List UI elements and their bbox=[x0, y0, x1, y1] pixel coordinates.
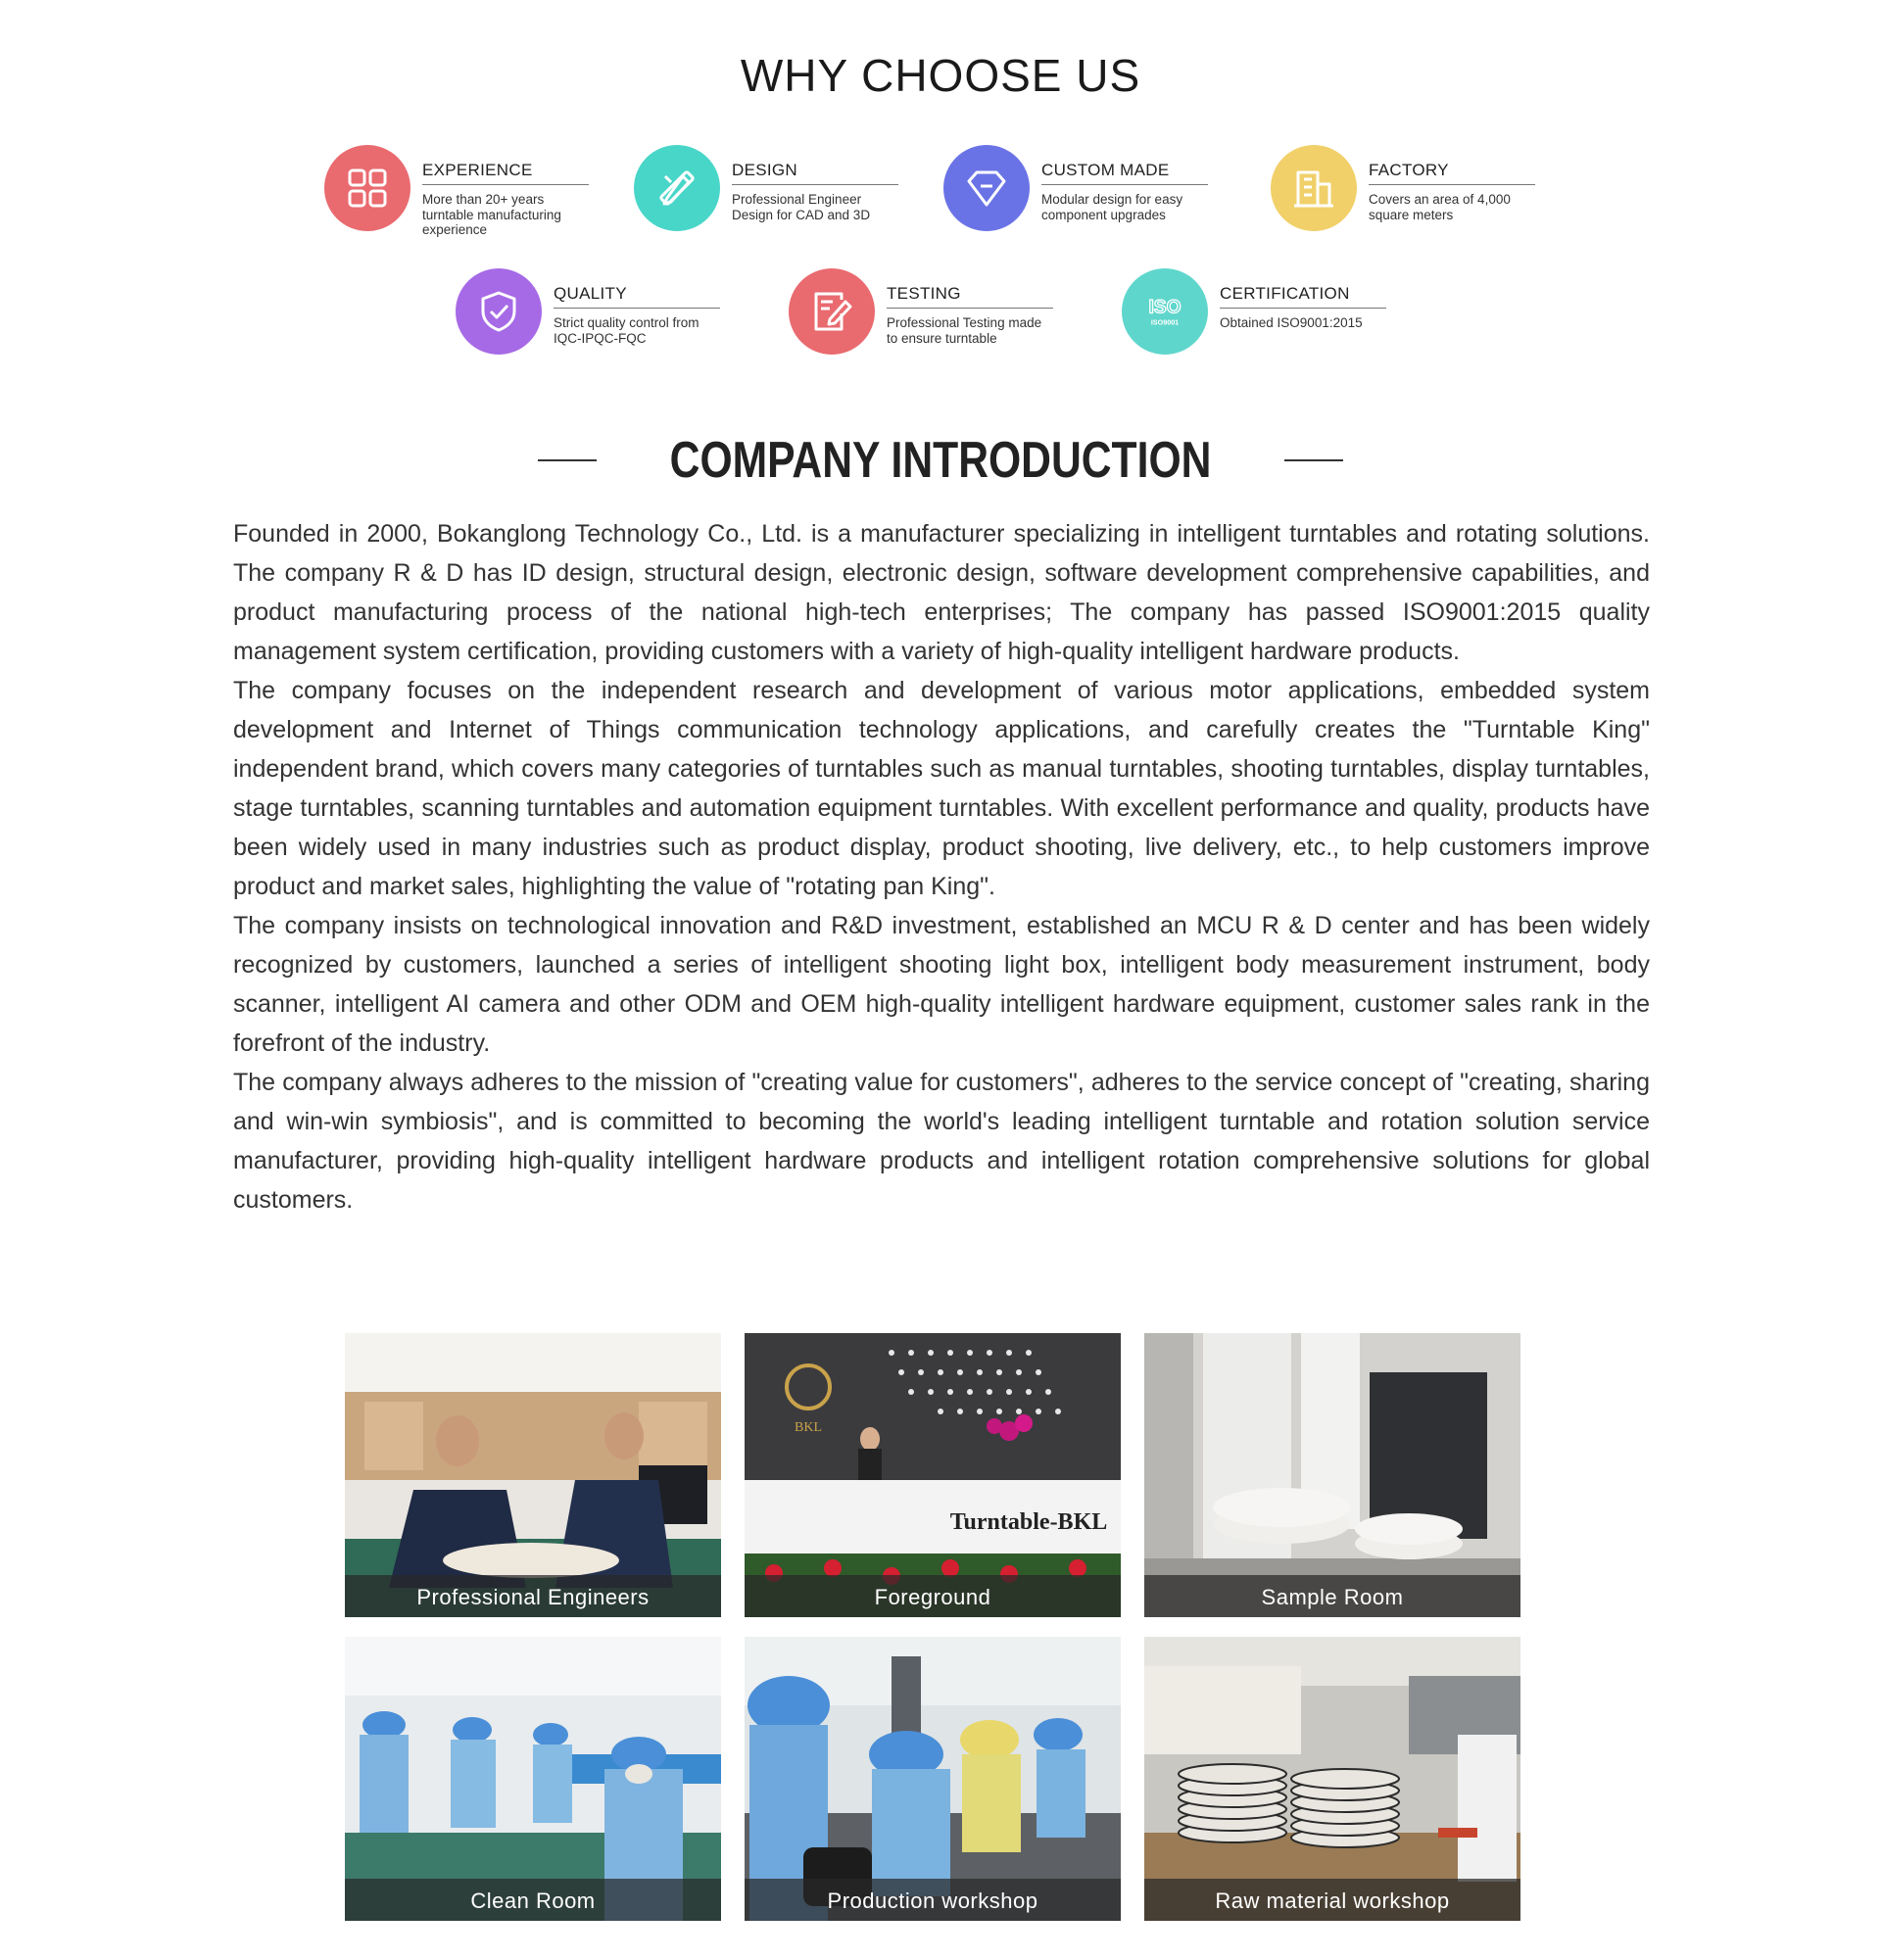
iso-badge-icon bbox=[1122, 268, 1208, 355]
feature-title: DESIGN bbox=[732, 161, 898, 185]
photo-foreground bbox=[745, 1333, 1121, 1617]
photo-clean-room bbox=[345, 1637, 721, 1921]
feature-certification bbox=[1122, 268, 1406, 355]
feature-desc: Obtained ISO9001:2015 bbox=[1220, 315, 1363, 330]
photo-raw-material-workshop bbox=[1144, 1637, 1520, 1921]
photo-caption: Raw material workshop bbox=[1144, 1879, 1520, 1921]
company-introduction-title: COMPANY INTRODUCTION bbox=[669, 432, 1212, 489]
why-choose-us-title: WHY CHOOSE US bbox=[740, 50, 1141, 101]
shield-check-icon bbox=[456, 268, 542, 355]
company-introduction-heading bbox=[0, 431, 1881, 490]
feature-design bbox=[634, 145, 918, 231]
feature-title: CUSTOM MADE bbox=[1041, 161, 1208, 185]
feature-title: QUALITY bbox=[554, 284, 720, 309]
svg-text:BKL: BKL bbox=[795, 1420, 822, 1435]
photo-sample-room bbox=[1144, 1333, 1520, 1617]
feature-title: TESTING bbox=[887, 284, 1053, 309]
feature-title: FACTORY bbox=[1369, 161, 1535, 185]
feature-desc: Modular design for easy component upgrades bbox=[1041, 192, 1183, 222]
heading-rule-right bbox=[1284, 459, 1343, 461]
photo-caption: Sample Room bbox=[1144, 1575, 1520, 1617]
heading-rule-left bbox=[538, 459, 597, 461]
feature-experience bbox=[324, 145, 608, 238]
feature-testing bbox=[789, 268, 1073, 355]
photo-caption: Clean Room bbox=[345, 1879, 721, 1921]
feature-quality bbox=[456, 268, 740, 355]
company-introduction-body bbox=[233, 514, 1650, 1219]
photo-professional-engineers bbox=[345, 1333, 721, 1617]
feature-factory bbox=[1271, 145, 1555, 231]
photo-caption: Foreground bbox=[745, 1575, 1121, 1617]
feature-desc: Professional Engineer Design for CAD and 3D bbox=[732, 192, 871, 222]
photo-production-workshop bbox=[745, 1637, 1121, 1921]
feature-desc: Professional Testing made to ensure turntable bbox=[887, 315, 1042, 346]
intro-paragraph: The company insists on technological innovation and R&D investment, established an MCU R & D center and has been widely recognized by customers, launched a series of intelligent shooting light box, intelligent body measurement instrument, body scanner, intelligent AI camera and other ODM and OEM high-quality intelligent hardware equipment, customer sales rank in the forefront of the industry. bbox=[233, 912, 1650, 1057]
feature-title: EXPERIENCE bbox=[422, 161, 589, 185]
intro-paragraph: Founded in 2000, Bokanglong Technology Co., Ltd. is a manufacturer specializing in intelligent turntables and rotating solutions. The company R & D has ID design, structural design, electronic design, software development comprehensive capabilities, and product manufacturing process of the national high-tech enterprises; The company has passed ISO9001:2015 quality management system certification, providing customers with a variety of high-quality intelligent hardware products. bbox=[233, 520, 1650, 665]
svg-text:ISO9001: ISO9001 bbox=[1150, 317, 1180, 327]
photo-caption: Professional Engineers bbox=[345, 1575, 721, 1617]
svg-text:Turntable-BKL: Turntable-BKL bbox=[949, 1509, 1108, 1535]
svg-text:ISO: ISO bbox=[1148, 297, 1182, 318]
pencil-ruler-icon bbox=[634, 145, 720, 231]
intro-paragraph: The company always adheres to the mission of "creating value for customers", adheres to the service concept of "creating, sharing and win-win symbiosis", and is committed to becoming the world's leading intelligent turntable and rotation solution service manufacturer, providing high-quality intelligent hardware products and intelligent rotation comprehensive solutions for global customers. bbox=[233, 1069, 1650, 1214]
feature-desc: More than 20+ years turntable manufacturing experience bbox=[422, 192, 561, 237]
document-edit-icon bbox=[789, 268, 875, 355]
grid-icon bbox=[324, 145, 410, 231]
feature-custom-made bbox=[943, 145, 1228, 231]
intro-paragraph: The company focuses on the independent research and development of various motor applications, embedded system development and Internet of Things communication technology applications, and carefully creates the "Turntable King" independent brand, which covers many categories of turntables such as manual turntables, shooting turntables, display turntables, stage turntables, scanning turntables and automation equipment turntables. With excellent performance and quality, products have been widely used in many industries such as product display, product shooting, live delivery, etc., to help customers improve product and market sales, highlighting the value of "rotating pan King". bbox=[233, 677, 1650, 900]
feature-title: CERTIFICATION bbox=[1220, 284, 1386, 309]
diamond-icon bbox=[943, 145, 1030, 231]
photo-caption: Production workshop bbox=[745, 1879, 1121, 1921]
feature-desc: Strict quality control from IQC-IPQC-FQC bbox=[554, 315, 699, 346]
feature-desc: Covers an area of 4,000 square meters bbox=[1369, 192, 1511, 222]
building-icon bbox=[1271, 145, 1357, 231]
